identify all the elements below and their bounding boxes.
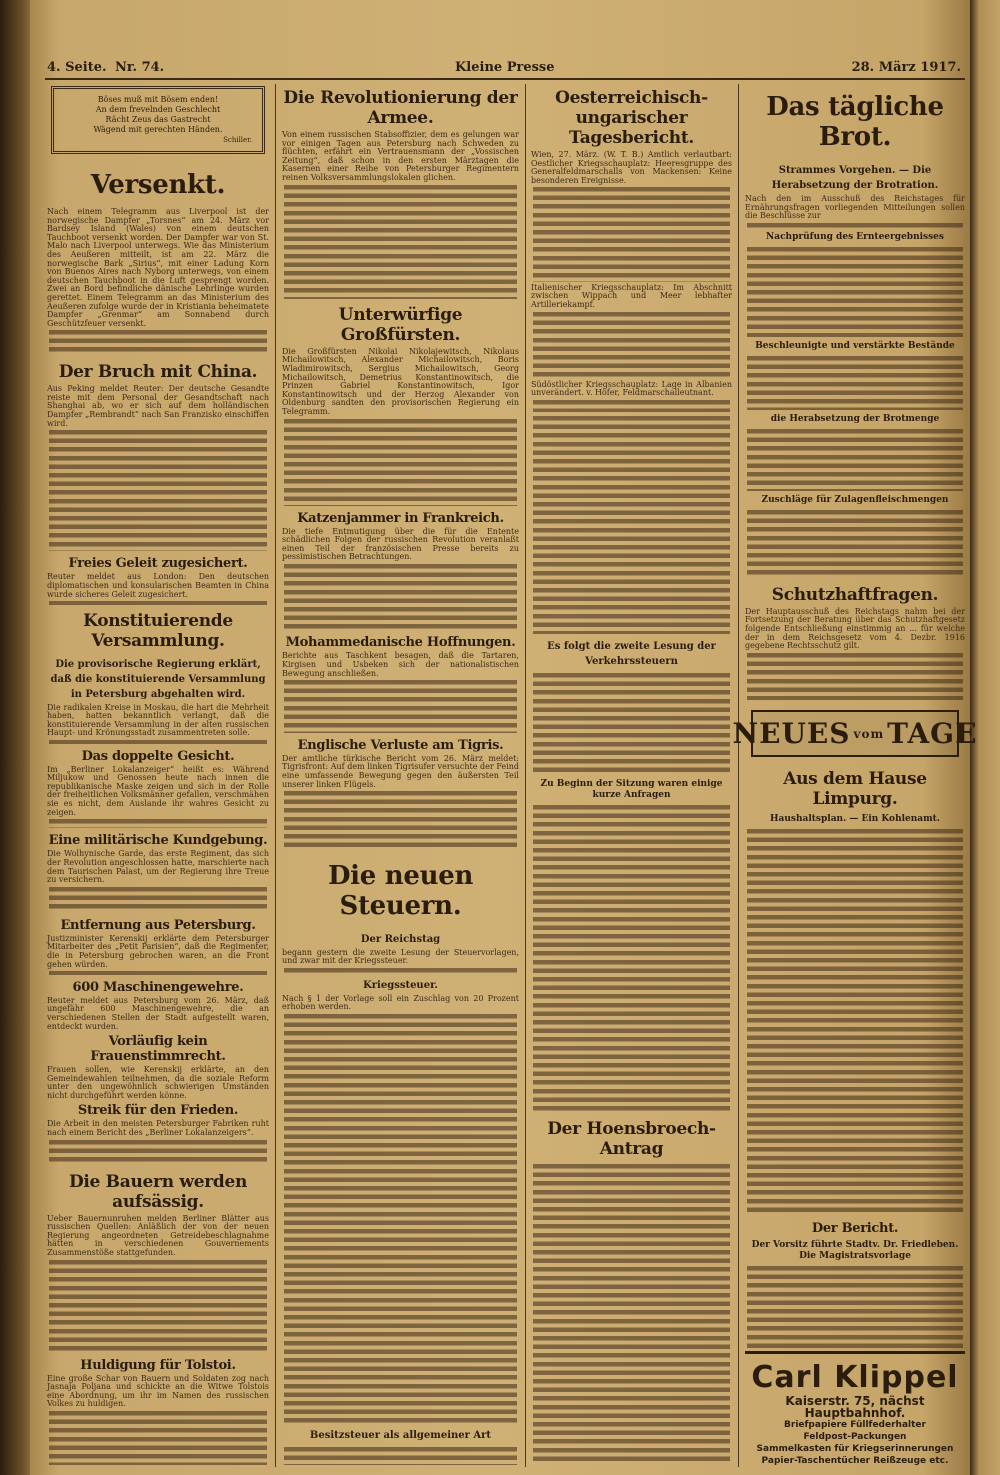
column-rule	[275, 84, 276, 1467]
article-headline: Mohammedanische Hoffnungen.	[285, 635, 516, 651]
article-text: Die Arbeit in den meisten Petersburger Fabriken ruht nach einem Bericht des „Berliner Lokalanzeigers“.	[47, 1119, 269, 1138]
article-text: begann gestern die zweite Lesung der Steuervorlagen, und zwar mit der Kriegssteuer.	[282, 947, 519, 966]
text-lines	[284, 183, 517, 299]
masthead	[45, 60, 965, 80]
article-subheadline: Die provisorische Regierung erklärt, daß die konstituierende Versammlung in Petersburg abgehalten wird.	[50, 658, 266, 700]
text-lines	[533, 671, 730, 774]
text-lines	[533, 310, 730, 379]
article-headline: Katzenjammer in Frankreich.	[297, 510, 504, 526]
ad-line: Kaiserstr. 75, nächst Hauptbahnhof.	[785, 1393, 925, 1420]
article-headline: Freies Geleit zugesichert.	[68, 556, 248, 572]
article-headline: 600 Maschinengewehre.	[72, 979, 244, 995]
article-headline: Oesterreichisch-ungarischer Tagesbericht.	[555, 88, 708, 148]
article-text: Justizminister Kerenskij erklärte dem Petersburger Mitarbeiter des „Petit Parisien“, daß die Regimenter, die in Petersburg gebrochen waren, an die Front gehen würden.	[47, 933, 269, 969]
poem-line: Rächt Zeus das Gastrecht	[105, 115, 211, 124]
text-lines	[533, 398, 730, 412]
article-subheadline: Der Reichstag	[360, 933, 441, 945]
article-headline: Die neuen Steuern.	[327, 860, 474, 921]
issue-number: Nr. 74.	[115, 60, 165, 75]
text-lines	[533, 414, 730, 635]
text-lines	[533, 185, 730, 282]
article-subheadline: Besitzsteuer als allgemeiner Art	[309, 1429, 492, 1441]
article-headline: Entfernung aus Petersburg.	[60, 917, 256, 933]
text-lines	[747, 427, 963, 491]
text-lines	[747, 1264, 963, 1349]
text-lines	[284, 966, 517, 973]
text-lines	[49, 738, 267, 744]
text-lines	[49, 817, 267, 828]
article-text: Südöstlicher Kriegsschauplatz: Lage in Albanien unverändert. v. Höfer, Feldmarschalleutnant.	[531, 379, 732, 398]
column-rule	[525, 84, 526, 1467]
article-text: Der amtliche türkische Bericht vom 26. März meldet: Tigrisfront: Auf dem linken Tigrisufer versuchte der Feind eine umfassende Bewegung gegen den äußersten Teil unserer linken Flügels.	[282, 753, 519, 789]
advertiser-name: Carl Klippel	[751, 1359, 959, 1395]
text-lines	[284, 789, 517, 851]
article-headline: Englische Verluste am Tigris.	[297, 737, 504, 753]
poem-box	[51, 86, 265, 154]
text-lines	[284, 417, 517, 506]
article-text: Eine große Schar von Bauern und Soldaten zog nach Jasnaja Poljana und schickte an die Witwe Tolstois eine Abordnung, um ihr im Namen des russischen Volkes zu huldigen.	[47, 1373, 269, 1409]
article-headline: Schutzhaftfragen.	[771, 584, 939, 605]
text-lines	[284, 1012, 517, 1422]
poem-line: Wägend mit gerechten Händen.	[93, 125, 223, 134]
article-text: Wien, 27. März. (W. T. B.) Amtlich verlautbart: Oestlicher Kriegsschauplatz: Heeresgruppe des Generalfeldmarschalls von Mackensen: Keine besonderen Ereignisse.	[531, 150, 732, 185]
article-headline: Der Bericht.	[811, 1221, 899, 1237]
article-headline: Die Bauern werden aufsässig.	[68, 1171, 248, 1212]
poem-line: Böses muß mit Bösem enden!	[97, 95, 219, 104]
article-text: Reuter meldet aus London: Den deutschen diplomatischen und konsularischen Beamten in China wurde sicheres Geleit zugesichert.	[47, 572, 269, 599]
text-lines	[284, 562, 517, 630]
article-text: Im „Berliner Lokalanzeiger“ heißt es: Während Miljukow und Genossen heute nach innen die republikanische Maske zeigen und sich in der Rolle der freiheitlichen Volksmänner gefallen, verschmähen sie es nicht, dem Auslande ihr wahres Gesicht zu zeigen.	[47, 764, 269, 817]
article-headline: Das tägliche Brot.	[766, 92, 944, 152]
text-lines	[49, 969, 267, 975]
text-lines	[284, 678, 517, 733]
article-headline: Streik für den Frieden.	[77, 1103, 239, 1119]
text-lines	[747, 508, 963, 579]
article-text: Nach § 1 der Vorlage soll ein Zuschlag von 20 Prozent erhoben werden.	[282, 993, 519, 1012]
section-heading: Nachprüfung des Ernteergebnisses	[766, 231, 944, 242]
article-text: Italienischer Kriegsschauplatz: Im Abschnitt zwischen Wippach und Meer lebhafter Artilleriekampf.	[531, 282, 732, 310]
column-2	[282, 84, 519, 1467]
text-lines	[747, 245, 963, 337]
column-1	[47, 84, 269, 1467]
article-headline: Das doppelte Gesicht.	[81, 748, 235, 764]
text-lines	[49, 885, 267, 913]
poem-line: An dem frevelnden Geschlecht	[95, 105, 221, 114]
page-binding	[0, 0, 32, 1475]
section-heading: Zuschläge für Zulagenfleischmengen	[761, 495, 949, 506]
text-lines	[747, 827, 963, 1216]
advertisement	[745, 1351, 965, 1467]
article-text: Nach einem Telegramm aus Liverpool ist der norwegische Dampfer „Torsnes“ am 24. März vor Bardsey Island (Wales) von einem deutschen Tauchboot versenkt worden. Der Dampfer war von St. Malo nach Liverpool unterwegs. Wie das Ministerium des Aeußeren mitteilt, ist am 22. März die norwegische Bark „Sirius“, mit einer Ladung Korn von Buenos Aires nach Nyborg unterwegs, von einem deutschen Tauchboot in die Luft gesprengt worden. Zwei an Bord befindliche dänische Lehrlinge wurden gerettet. Einem Telegramm an das Ministerium des Aeußeren zufolge wurde der in Kristiania beheimatete Dampfer „Grenmar“ am Sonnabend durch Geschützfeuer versenkt.	[47, 207, 269, 328]
text-lines	[747, 221, 963, 228]
newspaper-name: Kleine Presse	[455, 60, 555, 75]
article-subheadline: Kriegssteuer.	[363, 979, 438, 991]
section-heading: Zu Beginn der Sitzung waren einige kurze Anfragen	[540, 778, 723, 800]
ad-line: Sammelkasten für Kriegserinnerungen	[756, 1443, 954, 1454]
article-text: Der Hauptausschuß des Reichstags nahm bei der Fortsetzung der Beratung über das Schutzhaftgesetz folgende Entschließung einstimmig an ... für welche der in dem Reichsgesetz vom 4. Dezbr. 1916 gegebene Rechtsschutz gilt.	[745, 606, 965, 651]
text-lines	[49, 1258, 267, 1353]
article-headline: Der Hoensbroech-Antrag	[547, 1118, 716, 1159]
article-headline: Die Revolutionierung der Armee.	[283, 88, 518, 128]
ad-line: Feldpost-Packungen	[803, 1431, 907, 1442]
article-headline: Konstituierende Versammlung.	[83, 610, 233, 651]
article-headline: Aus dem Hause Limpurg.	[783, 769, 927, 810]
article-text: Die tiefe Entmutigung über die für die Entente schädlichen Folgen der russischen Revolution veranlaßt einen Teil der französischen Presse bereits zu pessimistischen Betrachtungen.	[282, 526, 519, 562]
page-number: 4. Seite.	[47, 60, 107, 75]
article-text: Die radikalen Kreise in Moskau, die hart die Mehrheit haben, hatten bekanntlich verlangt, daß die konstituierende Versammlung in der alten russischen Haupt- und Krönungsstadt zusammentreten solle.	[47, 702, 269, 738]
article-text: Nach den im Ausschuß des Reichstages für Ernährungsfragen vorliegenden Mitteilungen sollen die Beschlüsse zur	[745, 194, 965, 221]
issue-date: 28. März 1917.	[851, 60, 961, 75]
section-heading: Beschleunigte und verstärkte Bestände	[755, 340, 955, 351]
article-subheadline: Es folgt die zweite Lesung der Verkehrssteuern	[547, 641, 716, 668]
article-headline: Versenkt.	[90, 170, 226, 200]
text-lines	[747, 354, 963, 411]
section-heading: die Herabsetzung der Brotmenge	[770, 414, 940, 425]
banner-word: NEUES	[732, 717, 851, 751]
text-lines	[49, 1138, 267, 1166]
article-subheadline: Strammes Vorgehen. — Die Herabsetzung der Brotration.	[771, 165, 939, 191]
section-heading: Der Vorsitz führte Stadtv. Dr. Friedleben. Die Magistratsvorlage	[751, 1240, 959, 1262]
neues-vom-tage-banner	[732, 710, 978, 757]
article-headline: Huldigung für Tolstoi.	[80, 1357, 236, 1373]
banner-word: TAGE	[887, 717, 978, 751]
poem-signature: Schiller.	[223, 136, 252, 144]
column-4	[732, 84, 978, 1467]
article-headline: Eine militärische Kundgebung.	[48, 833, 268, 849]
column-3	[531, 84, 732, 1467]
article-headline: Der Bruch mit China.	[58, 362, 258, 383]
article-text: Frauen sollen, wie Kerenskij erklärte, an den Gemeindewahlen teilnehmen, da die soziale Reform unter den ungewöhnlich schwierigen Umständen nicht durchgeführt werden könne.	[47, 1065, 269, 1100]
text-lines	[284, 1445, 517, 1466]
banner-word: vom	[853, 726, 885, 741]
text-lines	[747, 651, 963, 701]
text-lines	[533, 1162, 730, 1465]
article-text: Reuter meldet aus Petersburg vom 26. März, daß ungefähr 600 Maschinengewehre, die an verschiedenen Stellen der Stadt aufgestellt waren, entdeckt wurden.	[47, 995, 269, 1031]
section-heading: Haushaltsplan. — Ein Kohlenamt.	[770, 814, 940, 825]
text-lines	[533, 803, 730, 1113]
ad-line: Papier-Taschentücher Reißzeuge etc.	[761, 1455, 949, 1466]
article-headline: Vorläufig kein Frauenstimmrecht.	[90, 1034, 226, 1065]
article-text: Von einem russischen Stabsoffizier, dem es gelungen war vor einigen Tagen aus Petersburg nach Schweden zu flüchten, erfährt ein Vertrauensmann der „Vossischen Zeitung“, daß schon in den ersten Märztagen die Kasernen einer Reihe von Petersburger Regimentern reinen Volksversammlungslokalen glichen.	[282, 130, 519, 182]
article-text: Die Wolhynische Garde, das erste Regiment, das sich der Revolution angeschlossen hatte, marschierte nach dem Taurischen Palast, um der Regierung ihre Treue zu versichern.	[47, 849, 269, 885]
text-lines	[49, 428, 267, 551]
text-lines	[49, 328, 267, 356]
article-text: Die Großfürsten Nikolai Nikolajewitsch, Nikolaus Michailowitsch, Alexander Michailowitsch, Boris Wladimirowitsch, Sergius Michailowitsch, Georg Michailowitsch, Demetrius Konstantinowitsch, die Prinzen Gabriel Konstantinowitsch, Igor Konstantinowitsch und der Herzog Alexander von Oldenburg sandten den provisorischen Regierung ein Telegramm.	[282, 346, 519, 417]
ad-line: Briefpapiere Füllfederhalter	[784, 1419, 926, 1430]
article-text: Aus Peking meldet Reuter: Der deutsche Gesandte reiste mit dem Personal der Gesandtschaft nach Shanghai ab, wo er sich auf dem holländischen Dampfer „Rembrandt“ nach San Franzisko einschiffen wird.	[47, 384, 269, 428]
text-lines	[49, 1409, 267, 1465]
text-lines	[49, 599, 267, 605]
column-rule	[738, 84, 739, 1467]
article-text: Ueber Bauernunruhen melden Berliner Blätter aus russischen Quellen: Anläßlich der von der neuen Regierung angeordneten Getreidebeschlagnahme hätten in verschiedenen Gouvernements Zusammenstöße stattgefunden.	[47, 1213, 269, 1257]
article-text: Berichte aus Taschkent besagen, daß die Tartaren, Kirgisen und Usbeken sich der nationalistischen Bewegung anschließen.	[282, 651, 519, 678]
article-headline: Unterwürfige Großfürsten.	[338, 304, 463, 345]
